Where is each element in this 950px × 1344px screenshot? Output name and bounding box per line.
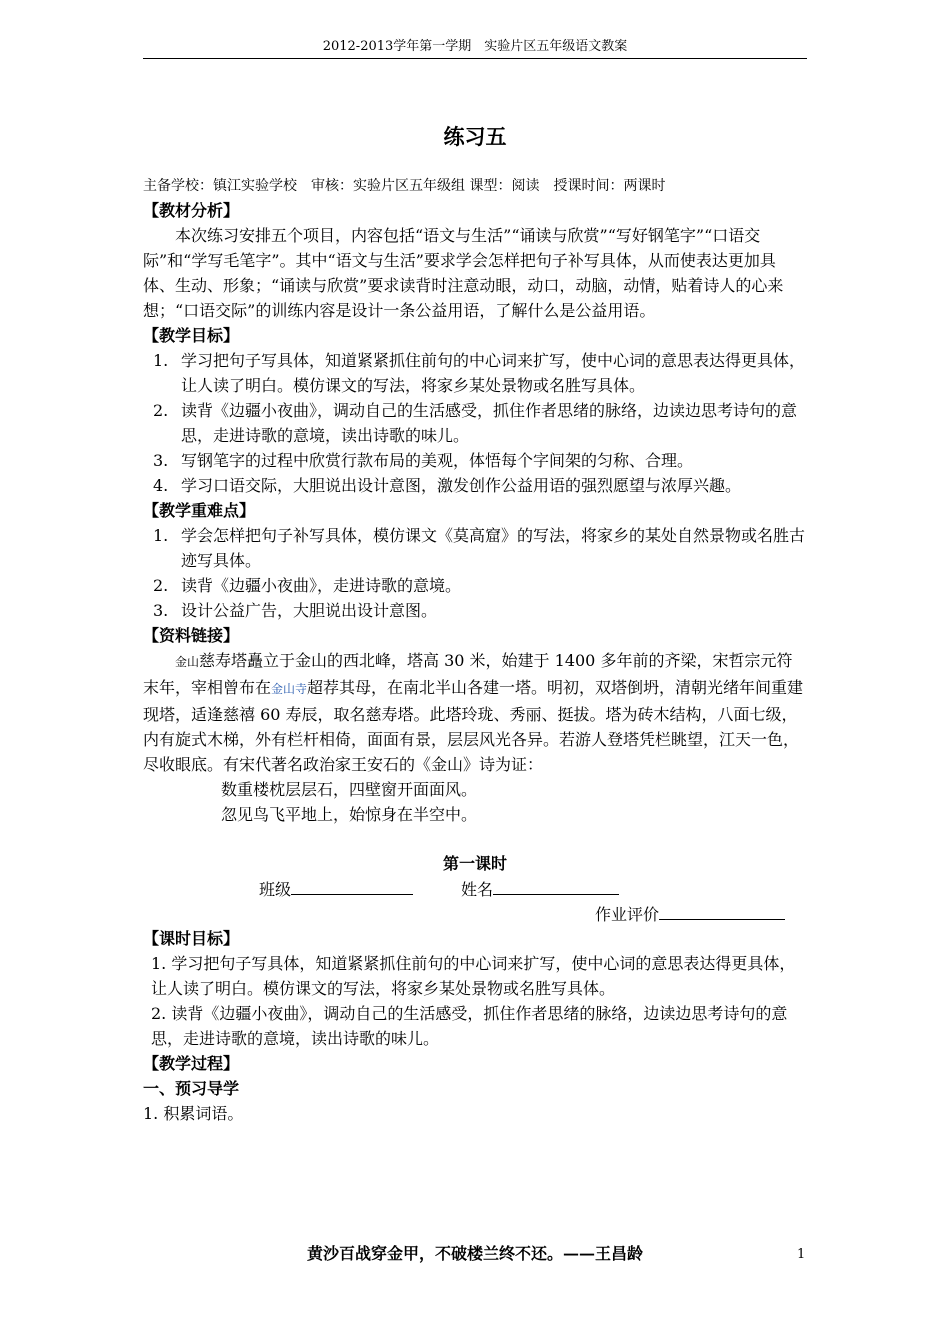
list-item (143, 348, 807, 398)
name-label: 姓名 (461, 880, 494, 899)
jinshan-temple-link[interactable]: 金山寺 (271, 682, 308, 696)
list-item (143, 598, 807, 623)
list-text: 读背《边疆小夜曲》，调动自己的生活感受，抓住作者思绪的脉络，边读边思考诗句的意思，走进诗歌的意境，读出诗歌的味儿。 (181, 401, 798, 445)
list-number: 4. (153, 476, 169, 495)
page-header: 2012-2013学年第一学期 实验片区五年级语文教案 (143, 36, 807, 59)
resource-lead: 金山 (175, 655, 200, 669)
goals-heading: 【教学目标】 (143, 326, 240, 345)
list-number: 1. (153, 526, 169, 545)
keypoints-heading: 【教学重难点】 (143, 501, 256, 520)
list-number: 1. (153, 351, 169, 370)
evaluation-label: 作业评价 (595, 905, 660, 924)
list-text: 学习把句子写具体，知道紧紧抓住前句的中心词来扩写，使中心词的意思表达得更具体，让人读了明白。模仿课文的写法，将家乡某处景物或名胜写具体。 (181, 351, 806, 395)
list-item (143, 473, 807, 498)
resource-part1: 慈寿塔矗立于金山的西北峰，塔高 30 米，始建于 1400 多年前的齐梁，宋哲宗元符末年，宰相曾布在 (143, 651, 793, 697)
list-text: 学会怎样把句子补写具体，模仿课文《莫高窟》的写法，将家乡的某处自然景物或名胜古迹写具体。 (181, 526, 806, 570)
list-number: 2. (153, 401, 169, 420)
resource-heading: 【资料链接】 (143, 626, 240, 645)
evaluation-row (143, 901, 807, 926)
process-section-title: 一、预习导学 (143, 1079, 240, 1098)
resource-text (143, 648, 807, 777)
class-blank[interactable] (291, 876, 413, 895)
lesson-title: 第一课时 (442, 854, 507, 873)
class-label: 班级 (259, 880, 292, 899)
keypoints-list (143, 523, 807, 623)
analysis-text: 本次练习安排五个项目，内容包括“语文与生活”“诵读与欣赏”“写好钢笔字”“口语交际”和“学写毛笔字”。其中“语文与生活”要求学会怎样把句子补写具体，从而使表达更加具体、生动、形象；“诵读与欣赏”要求读背时注意动眼，动口，动脑，动情，贴着诗人的心来想；“口语交际”的训练内容是设计一条公益用语，了解什么是公益用语。 (143, 226, 784, 320)
list-number: 3. (153, 601, 169, 620)
lesson-meta: 主备学校：镇江实验学校 审核：实验片区五年级组 课型：阅读 授课时间：两课时 (143, 178, 666, 194)
footer-quote: 黄沙百战穿金甲，不破楼兰终不还。——王昌龄 (306, 1244, 643, 1263)
lesson-goal: 2. 读背《边疆小夜曲》，调动自己的生活感受，抓住作者思绪的脉络，边读边思考诗句的意思，走进诗歌的意境，读出诗歌的味儿。 (151, 1004, 788, 1048)
poem-line: 忽见鸟飞平地上，始惊身在半空中。 (221, 805, 478, 824)
list-number: 3. (153, 451, 169, 470)
process-item: 1. 积累词语。 (143, 1104, 244, 1123)
name-field (461, 876, 619, 902)
page-title: 练习五 (443, 124, 507, 149)
goals-list (143, 348, 807, 498)
name-blank[interactable] (493, 876, 619, 895)
list-text: 读背《边疆小夜曲》，走进诗歌的意境。 (181, 576, 462, 595)
list-text: 写钢笔字的过程中欣赏行款布局的美观，体悟每个字间架的匀称、合理。 (181, 451, 694, 470)
evaluation-blank[interactable] (659, 901, 785, 920)
list-item (143, 448, 807, 473)
list-item (143, 398, 807, 448)
lesson-goals-heading: 【课时目标】 (143, 929, 240, 948)
list-text: 学习口语交际，大胆说出设计意图，激发创作公益用语的强烈愿望与浓厚兴趣。 (181, 476, 742, 495)
resource-part2: 超荐其母，在南北半山各建一塔。明初，双塔倒坍，清朝光绪年间重建现塔，适逢慈禧 60 寿辰，取名慈寿塔。此塔玲珑、秀丽、挺拔。塔为砖木结构，八面七级，内有旋式木梯，外有栏杆相倚，面面有景，层层风光各异。若游人登塔凭栏眺望，江天一色，尽收眼底。有宋代著名政治家王安石的《金山》诗为证： (143, 678, 804, 774)
page-number: 1 (797, 1247, 806, 1262)
list-number: 2. (153, 576, 169, 595)
evaluation-field (595, 901, 785, 927)
poem (143, 777, 807, 827)
list-item (143, 523, 807, 573)
class-field (259, 876, 413, 902)
analysis-heading: 【教材分析】 (143, 201, 240, 220)
class-name-row (143, 876, 807, 901)
lesson-goal: 1. 学习把句子写具体，知道紧紧抓住前句的中心词来扩写，使中心词的意思表达得更具体，让人读了明白。模仿课文的写法，将家乡某处景物或名胜写具体。 (151, 954, 796, 998)
poem-line: 数重楼枕层层石，四壁窗开面面风。 (221, 780, 478, 799)
list-text: 设计公益广告，大胆说出设计意图。 (181, 601, 438, 620)
process-heading: 【教学过程】 (143, 1054, 240, 1073)
list-item (143, 573, 807, 598)
document-body (143, 174, 807, 1126)
